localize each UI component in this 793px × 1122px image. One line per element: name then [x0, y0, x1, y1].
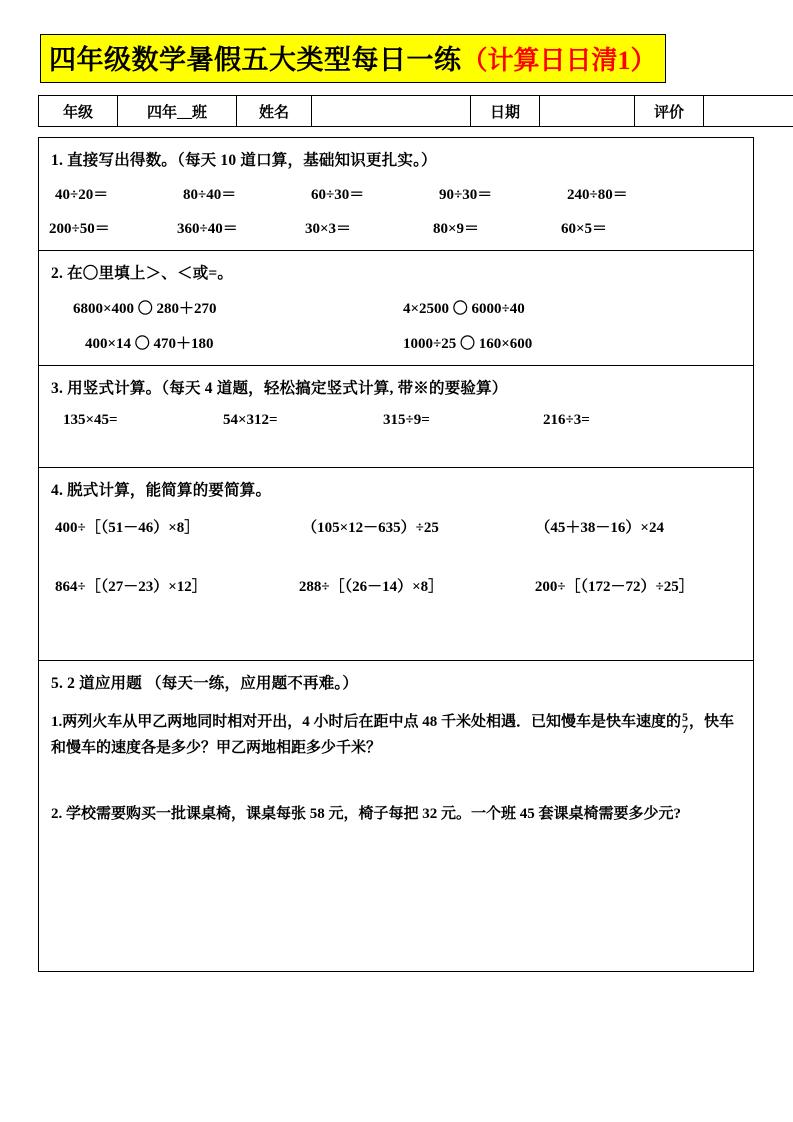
fraction-numerator: 5: [682, 710, 689, 725]
word-problem-1-suffix: ，快车和慢车的速度各是多少？甲乙两地相距多少千米？: [51, 714, 735, 757]
problem: 4×2500 〇 6000÷40: [403, 301, 525, 317]
section-4-heading: 4. 脱式计算，能简算的要简算。: [51, 482, 272, 499]
section-1-heading: 1. 直接写出得数。（每天 10 道口算，基础知识更扎实。）: [51, 152, 437, 169]
date-label: 日期: [471, 96, 540, 127]
section-5-heading: 5. 2 道应用题 （每天一练，应用题不再难。）: [51, 675, 359, 692]
comparison-row-1: [73, 297, 743, 318]
section-comparison: [38, 251, 754, 366]
fraction-denominator: 7: [682, 722, 689, 737]
problem: 6800×400 〇 280＋270: [73, 301, 217, 317]
problem: 864÷［（27－23）×12］: [55, 579, 207, 595]
expression-row-1: [55, 516, 743, 537]
word-problem-1: [51, 709, 743, 761]
rating-label: 评价: [635, 96, 704, 127]
page-title-main: 四年级数学暑假五大类型每日一练: [49, 45, 462, 75]
problem: （45＋38－16）×24: [535, 520, 664, 536]
section-2-heading: 2. 在〇里填上＞、＜或=。: [51, 265, 234, 282]
word-problem-1-prefix: 1.两列火车从甲乙两地同时相对开出，4 小时后在距中点 48 千米处相遇．已知慢车是快车速度的: [51, 714, 682, 730]
problem: 135×45=: [63, 412, 118, 428]
section-oral-calculation: [38, 137, 754, 251]
oral-row-2: [49, 217, 743, 238]
problem: 288÷［（26－14）×8］: [298, 579, 444, 595]
problem: 360÷40＝: [177, 221, 238, 237]
problem: 40÷20＝: [55, 187, 109, 203]
problem: 240÷80＝: [567, 187, 628, 203]
problem: 400÷［（51－46）×8］: [55, 520, 200, 536]
problem: 80×9＝: [433, 221, 480, 237]
student-info-table: [38, 95, 793, 127]
section-expression-calculation: [38, 468, 754, 661]
problem: （105×12－635）÷25: [302, 520, 439, 536]
problem: 200÷［（172－72）÷25］: [534, 579, 694, 595]
oral-row-1: [55, 183, 743, 204]
name-label: 姓名: [237, 96, 312, 127]
section-word-problems: [38, 661, 754, 972]
problem: 60÷30＝: [311, 187, 365, 203]
problem: 80÷40＝: [183, 187, 237, 203]
rating-value[interactable]: [704, 96, 793, 127]
problem: 200÷50＝: [49, 221, 110, 237]
problem: 315÷9=: [383, 412, 430, 428]
section-vertical-calculation: [38, 366, 754, 468]
problem: 400×14 〇 470＋180: [85, 336, 214, 352]
comparison-row-2: [85, 332, 743, 353]
page-title-sub: （计算日日清1）: [461, 46, 657, 75]
date-value[interactable]: [540, 96, 635, 127]
expression-row-2: [55, 575, 743, 596]
problem: 30×3＝: [305, 221, 352, 237]
vertical-row-1: [63, 412, 743, 429]
problem: 60×5＝: [561, 221, 608, 237]
grade-value[interactable]: 四年__班: [118, 96, 237, 127]
fraction: [682, 711, 688, 735]
page-title: [40, 34, 666, 83]
table-row: [39, 96, 793, 127]
problem: 54×312=: [223, 412, 278, 428]
problem: 90÷30＝: [439, 187, 493, 203]
grade-label: 年级: [39, 96, 118, 127]
problem: 216÷3=: [543, 412, 590, 428]
name-value[interactable]: [312, 96, 471, 127]
word-problem-2: 2. 学校需要购买一批课桌椅，课桌每张 58 元，椅子每把 32 元。一个班 45 套课桌椅需要多少元?: [51, 806, 682, 823]
problem: 1000÷25 〇 160×600: [403, 336, 533, 352]
section-3-heading: 3. 用竖式计算。（每天 4 道题，轻松搞定竖式计算, 带※的要验算）: [51, 380, 508, 397]
